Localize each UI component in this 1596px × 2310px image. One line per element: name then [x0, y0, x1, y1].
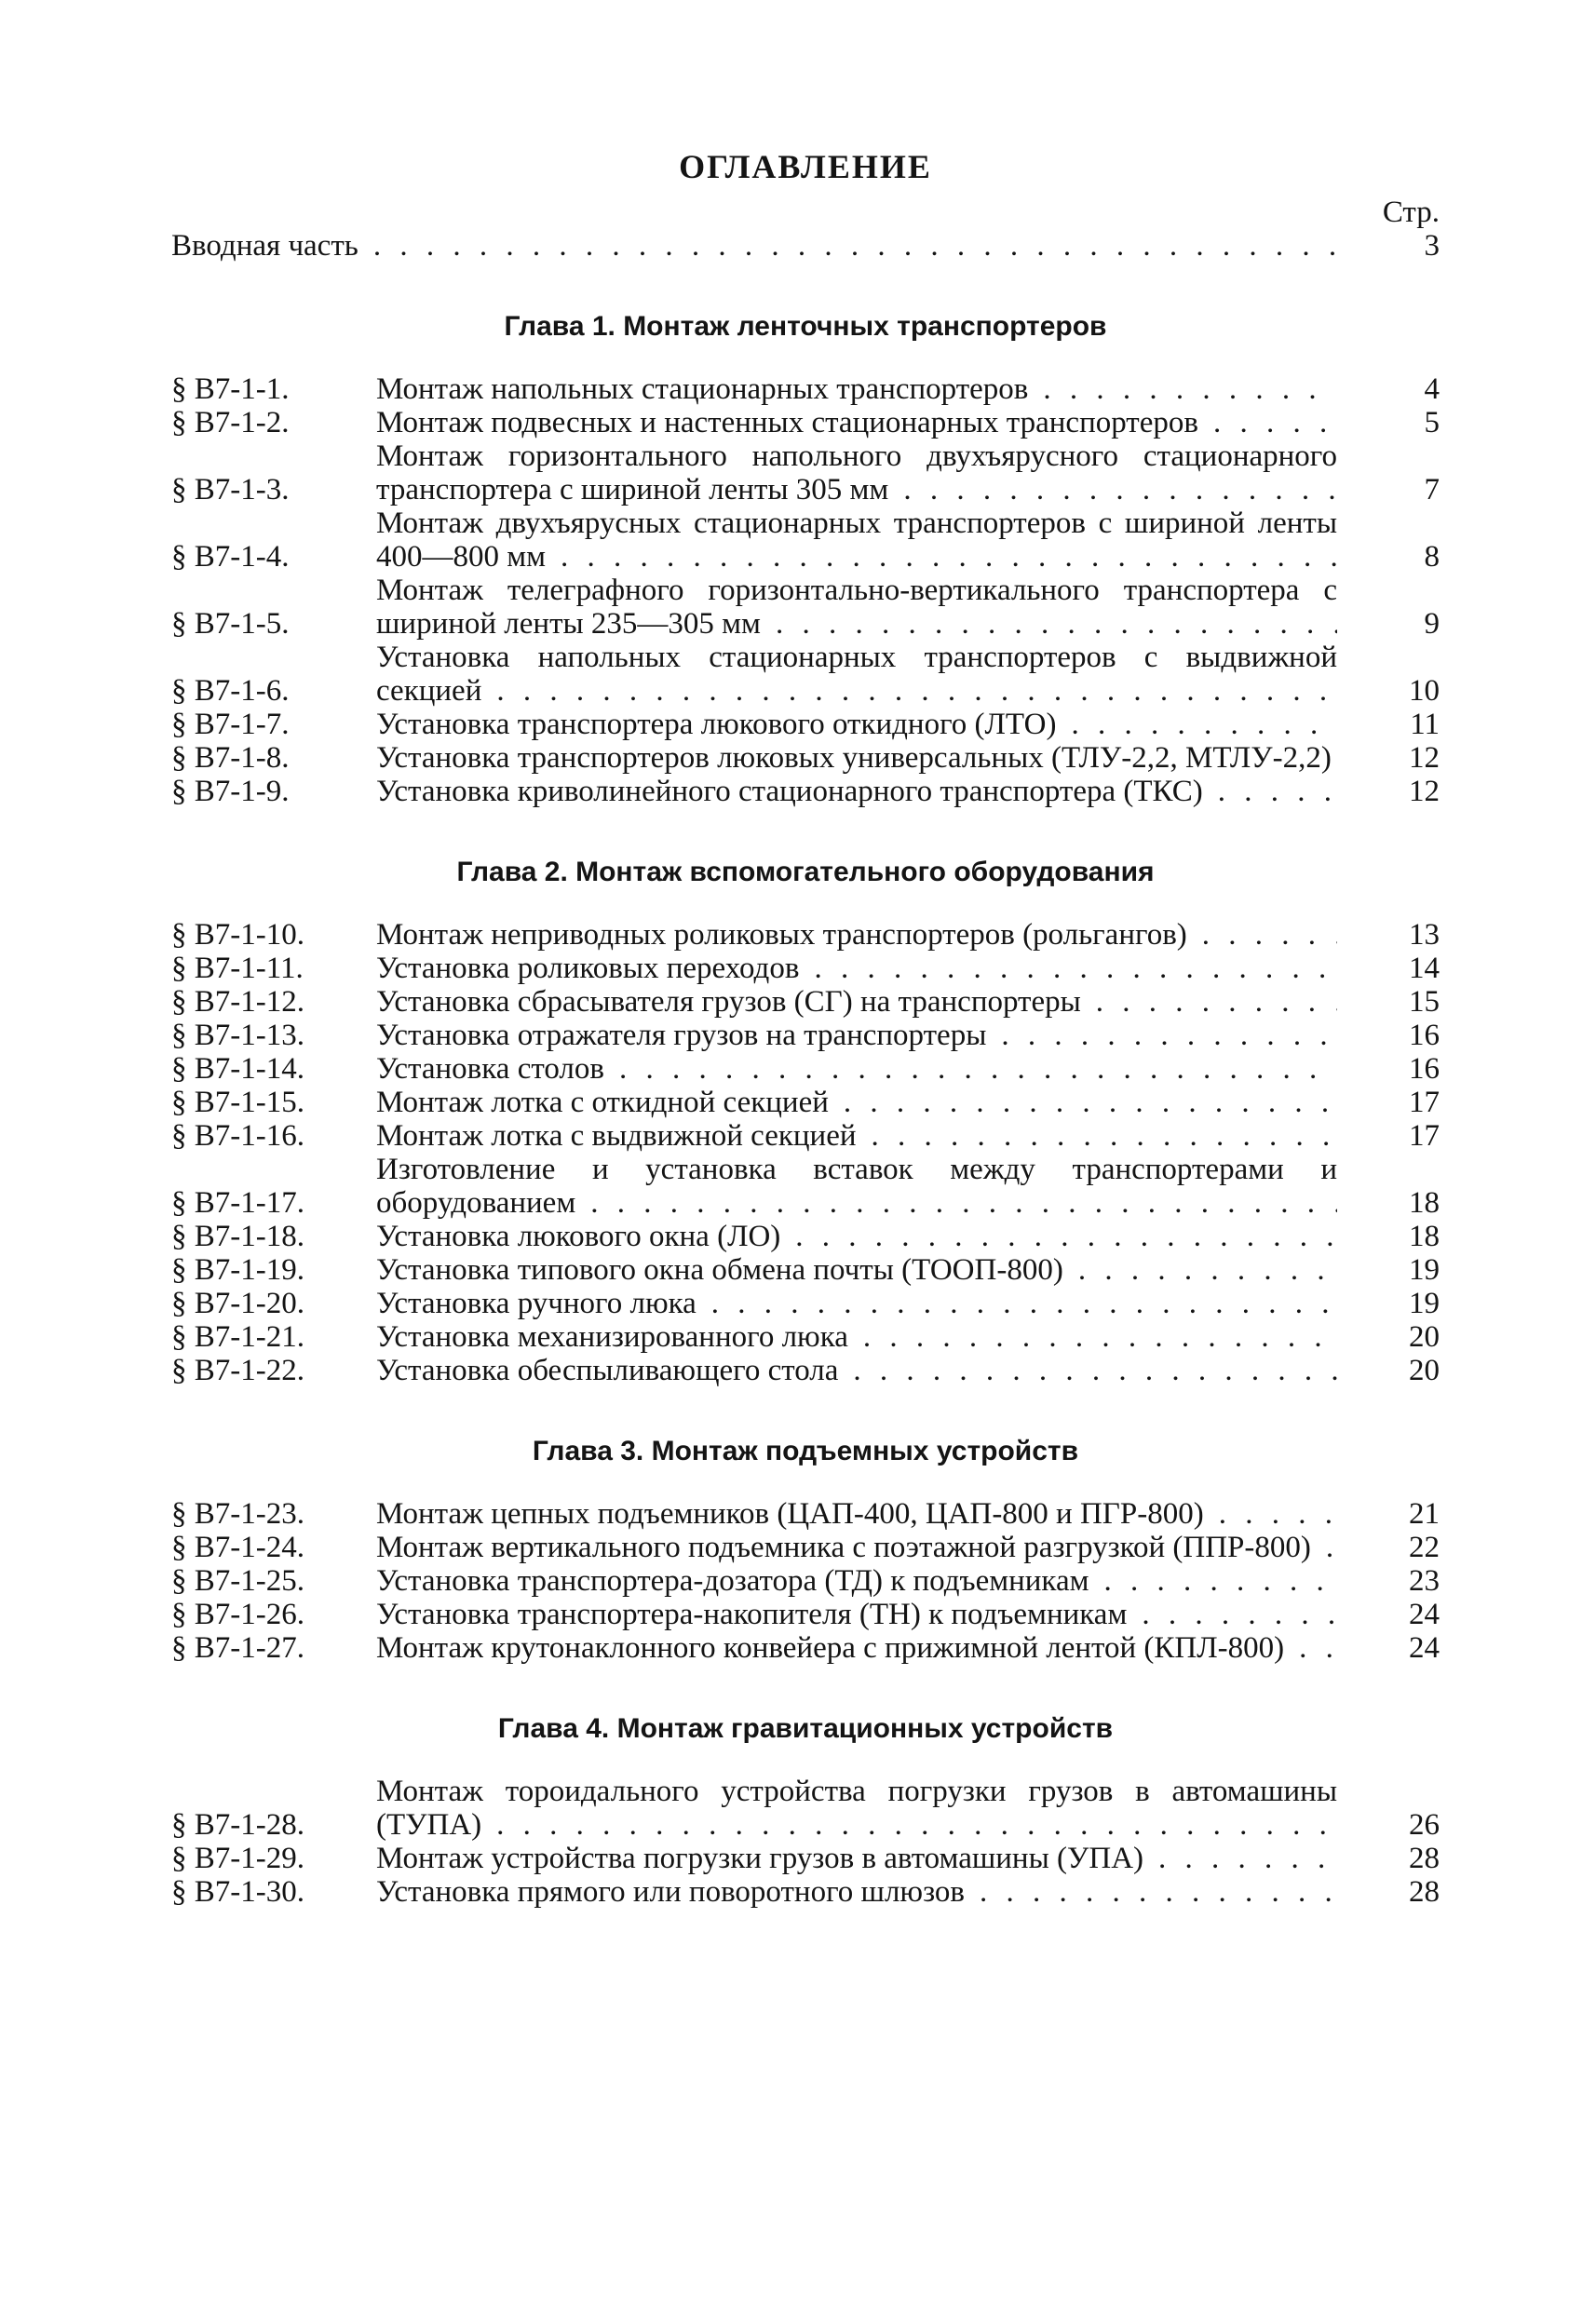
entry-page-number: 16 [1409, 1019, 1440, 1052]
toc-entry[interactable] [171, 641, 1440, 708]
toc-entry[interactable] [171, 952, 1440, 985]
entry-number: § В7-1-24. [171, 1531, 304, 1564]
toc-entry[interactable] [171, 1153, 1440, 1220]
entry-number: § В7-1-9. [171, 775, 290, 808]
entry-number: § В7-1-25. [171, 1564, 304, 1598]
entry-text: Установка отражателя грузов на транспортеры . . . [376, 1019, 1337, 1052]
toc-entry[interactable] [171, 574, 1440, 641]
toc-entry[interactable] [171, 918, 1440, 952]
entry-page-number: 9 [1424, 607, 1440, 641]
toc-entry[interactable] [171, 741, 1440, 775]
entry-number: § В7-1-17. [171, 1186, 304, 1220]
entry-page-number: 20 [1409, 1320, 1440, 1354]
entry-number: § В7-1-23. [171, 1497, 304, 1531]
toc-entry[interactable] [171, 1119, 1440, 1153]
entry-text: Установка механизированного люка . . . [376, 1320, 1337, 1354]
entry-text: Установка транспортера люкового откидного (ЛТО) . . . [376, 708, 1337, 741]
entry-page-number: 17 [1409, 1119, 1440, 1153]
toc-entry[interactable] [171, 1019, 1440, 1052]
entry-text: Монтаж подвесных и настенных стационарных транспортеров . . . [376, 406, 1337, 439]
entry-text: Установка обеспыливающего стола . . . [376, 1354, 1337, 1387]
entry-text: Монтаж телеграфного горизонтально-вертикального транспортера с шириной ленты 235—305 мм . . . [376, 574, 1337, 641]
entry-page-number: 12 [1409, 741, 1440, 775]
entry-text: Монтаж устройства погрузки грузов в автомашины (УПА) . . . [376, 1842, 1337, 1875]
entry-page-number: 11 [1410, 708, 1440, 741]
chapter-list [171, 311, 1440, 1909]
entry-number: § В7-1-21. [171, 1320, 304, 1354]
chapter-heading: Глава 2. Монтаж вспомогательного оборудования [456, 857, 1155, 887]
entry-text: Изготовление и установка вставок между транспортерами и оборудованием . . . [376, 1153, 1337, 1220]
toc-entry[interactable] [171, 985, 1440, 1019]
entry-number: § В7-1-28. [171, 1808, 304, 1842]
entry-number: § В7-1-4. [171, 540, 290, 574]
toc-entry[interactable] [171, 1287, 1440, 1320]
entry-number: § В7-1-7. [171, 708, 290, 741]
entry-page-number: 23 [1409, 1564, 1440, 1598]
toc-entry[interactable] [171, 1842, 1440, 1875]
toc-entry[interactable] [171, 1631, 1440, 1665]
entry-number: § В7-1-22. [171, 1354, 304, 1387]
entry-page-number: 18 [1409, 1220, 1440, 1253]
entry-number: § В7-1-26. [171, 1598, 304, 1631]
toc-entry[interactable] [171, 1531, 1440, 1564]
entry-text: Установка люкового окна (ЛО) . . . [376, 1220, 1337, 1253]
entry-page-number: 22 [1409, 1531, 1440, 1564]
entry-number: § В7-1-19. [171, 1253, 304, 1287]
entry-text: Монтаж горизонтального напольного двухъярусного стационарного транспортера с шириной ленты 305 мм . . . [376, 439, 1337, 507]
chapter-section [171, 857, 1440, 1387]
entry-text: Установка напольных стационарных транспортеров с выдвижной секцией . . . [376, 641, 1337, 708]
entry-text: Монтаж лотка с выдвижной секцией . . . [376, 1119, 1337, 1153]
entry-page-number: 17 [1409, 1086, 1440, 1119]
toc-entry-intro[interactable] [171, 229, 1440, 263]
entry-page-number: 16 [1409, 1052, 1440, 1086]
entry-text: Установка столов . . . [376, 1052, 1337, 1086]
toc-entry[interactable] [171, 1775, 1440, 1842]
toc-entry[interactable] [171, 1253, 1440, 1287]
entry-text: Установка прямого или поворотного шлюзов . . . [376, 1875, 1337, 1909]
chapter-heading: Глава 3. Монтаж подъемных устройств [532, 1436, 1079, 1466]
entry-page-number: 4 [1424, 372, 1440, 406]
toc-entry[interactable] [171, 1354, 1440, 1387]
entry-number: § В7-1-6. [171, 674, 290, 708]
page-title: ОГЛАВЛЕНИЕ [679, 148, 932, 185]
entry-number: § В7-1-5. [171, 607, 290, 641]
entry-text: Монтаж двухъярусных стационарных транспортеров с шириной ленты 400—800 мм . . . [376, 507, 1337, 574]
toc-entry[interactable] [171, 1598, 1440, 1631]
entry-number: § В7-1-27. [171, 1631, 304, 1665]
entry-text: Установка транспортера-накопителя (ТН) к подъемникам . . . [376, 1598, 1337, 1631]
entry-page-number: 19 [1409, 1253, 1440, 1287]
entry-number: § В7-1-11. [171, 952, 304, 985]
entry-number: § В7-1-30. [171, 1875, 304, 1909]
entry-number: § В7-1-12. [171, 985, 304, 1019]
entry-number: § В7-1-14. [171, 1052, 304, 1086]
entry-text: Установка транспортера-дозатора (ТД) к подъемникам . . . [376, 1564, 1337, 1598]
entry-number: § В7-1-2. [171, 406, 290, 439]
entry-number: § В7-1-20. [171, 1287, 304, 1320]
toc-entry[interactable] [171, 1086, 1440, 1119]
toc-entry[interactable] [171, 406, 1440, 439]
entry-number: § В7-1-13. [171, 1019, 304, 1052]
entry-page-number: 24 [1409, 1598, 1440, 1631]
entry-number: § В7-1-8. [171, 741, 290, 775]
entry-text: Вводная часть . . . [171, 229, 1337, 263]
entry-text: Установка сбрасывателя грузов (СГ) на транспортеры . . . [376, 985, 1337, 1019]
entry-text: Установка ручного люка . . . [376, 1287, 1337, 1320]
entry-page-number: 18 [1409, 1186, 1440, 1220]
entry-number: § В7-1-18. [171, 1220, 304, 1253]
entry-text: Установка типового окна обмена почты (ТООП-800) . . . [376, 1253, 1337, 1287]
entry-page-number: 19 [1409, 1287, 1440, 1320]
toc-entry[interactable] [171, 439, 1440, 507]
table-of-contents [171, 147, 1440, 1909]
toc-entry[interactable] [171, 1052, 1440, 1086]
toc-entry[interactable] [171, 1497, 1440, 1531]
toc-entry[interactable] [171, 1320, 1440, 1354]
entry-text: Монтаж крутонаклонного конвейера с прижимной лентой (КПЛ-800) . . . [376, 1631, 1337, 1665]
entry-text: Монтаж неприводных роликовых транспортеров (рольгангов) . . . [376, 918, 1337, 952]
entry-text: Монтаж вертикального подъемника с поэтажной разгрузкой (ППР-800) . . . [376, 1531, 1337, 1564]
entry-text: Установка роликовых переходов . . . [376, 952, 1337, 985]
entry-page-number: 24 [1409, 1631, 1440, 1665]
entry-page-number: 3 [1424, 229, 1440, 263]
entry-number: § В7-1-10. [171, 918, 304, 952]
entry-page-number: 28 [1409, 1842, 1440, 1875]
entry-text: Монтаж тороидального устройства погрузки грузов в автомашины (ТУПА) . . . [376, 1775, 1337, 1842]
toc-entry[interactable] [171, 775, 1440, 808]
entry-page-number: 14 [1409, 952, 1440, 985]
entry-page-number: 13 [1409, 918, 1440, 952]
chapter-heading: Глава 4. Монтаж гравитационных устройств [497, 1713, 1114, 1744]
toc-entry[interactable] [171, 372, 1440, 406]
entry-number: § В7-1-16. [171, 1119, 304, 1153]
entry-number: § В7-1-15. [171, 1086, 304, 1119]
toc-entry[interactable] [171, 1875, 1440, 1909]
chapter-section [171, 1436, 1440, 1665]
entry-page-number: 28 [1409, 1875, 1440, 1909]
entry-text: Установка транспортеров люковых универсальных (ТЛУ-2,2, МТЛУ-2,2) . . . [376, 741, 1337, 775]
entry-text: Монтаж лотка с откидной секцией . . . [376, 1086, 1337, 1119]
entry-page-number: 20 [1409, 1354, 1440, 1387]
chapter-section [171, 1713, 1440, 1909]
entry-page-number: 12 [1409, 775, 1440, 808]
entry-page-number: 26 [1409, 1808, 1440, 1842]
entry-number: § В7-1-29. [171, 1842, 304, 1875]
chapter-section [171, 311, 1440, 808]
entry-page-number: 21 [1409, 1497, 1440, 1531]
toc-entry[interactable] [171, 1220, 1440, 1253]
toc-entry[interactable] [171, 708, 1440, 741]
entry-number: § В7-1-1. [171, 372, 290, 406]
entry-page-number: 5 [1424, 406, 1440, 439]
toc-entry[interactable] [171, 507, 1440, 574]
entry-text: Монтаж напольных стационарных транспортеров . . . [376, 372, 1337, 406]
entry-page-number: 8 [1424, 540, 1440, 574]
entry-page-number: 10 [1409, 674, 1440, 708]
entry-page-number: 15 [1409, 985, 1440, 1019]
chapter-heading: Глава 1. Монтаж ленточных транспортеров [504, 311, 1107, 342]
page-column-label: Стр. [1382, 196, 1440, 229]
toc-entry[interactable] [171, 1564, 1440, 1598]
entry-number: § В7-1-3. [171, 473, 290, 507]
entry-text: Монтаж цепных подъемников (ЦАП-400, ЦАП-800 и ПГР-800) . . . [376, 1497, 1337, 1531]
entry-page-number: 7 [1424, 473, 1440, 507]
entry-text: Установка криволинейного стационарного транспортера (ТКС) . . . [376, 775, 1337, 808]
